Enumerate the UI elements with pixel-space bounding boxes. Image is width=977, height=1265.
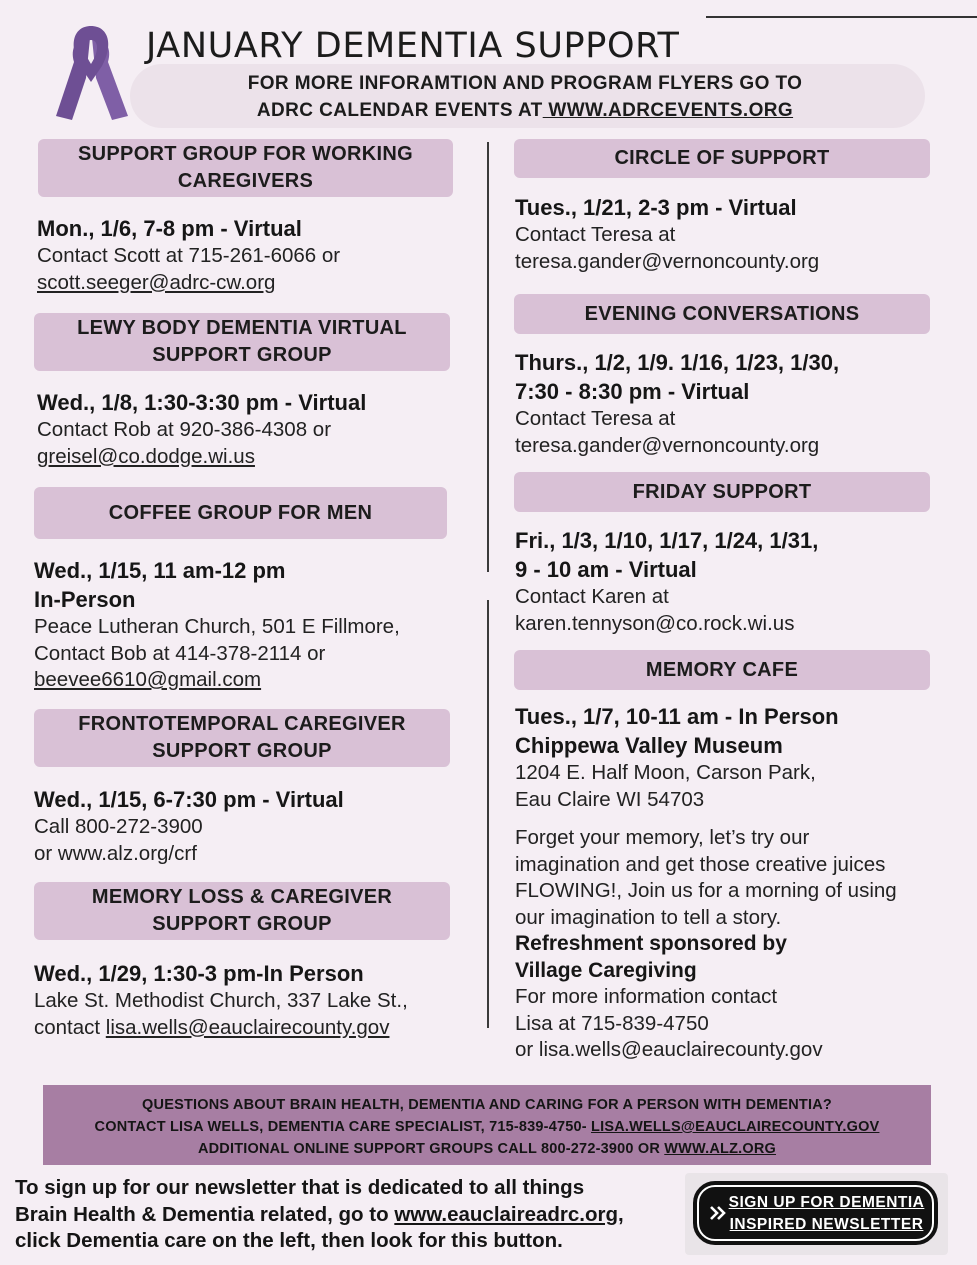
signup-line-2 bbox=[15, 1202, 695, 1229]
event-working-caregivers bbox=[37, 214, 340, 296]
footer-info-bar bbox=[43, 1085, 931, 1165]
section-title-line: FRONTOTEMPORAL CAREGIVER bbox=[78, 713, 406, 735]
section-header-circle-of-support bbox=[514, 139, 930, 178]
event-address: 1204 E. Half Moon, Carson Park, bbox=[515, 761, 816, 784]
event-email: teresa.gander@vernoncounty.org bbox=[515, 433, 820, 457]
event-memory-cafe bbox=[515, 702, 897, 1064]
event-contact: Call 800-272-3900 bbox=[34, 815, 203, 838]
footer-alz-link[interactable]: WWW.ALZ.ORG bbox=[664, 1141, 777, 1157]
contact-prefix: contact bbox=[34, 1015, 106, 1039]
event-when: Tues., 1/21, 2-3 pm - Virtual bbox=[515, 195, 797, 220]
event-when: Wed., 1/15, 6-7:30 pm - Virtual bbox=[34, 787, 344, 812]
subtitle-line-2 bbox=[135, 97, 915, 124]
event-contact: For more information contact bbox=[515, 985, 778, 1008]
section-header-lewy-body bbox=[34, 313, 450, 371]
footer-line-2 bbox=[43, 1116, 931, 1138]
event-coffee-group bbox=[34, 556, 400, 694]
section-header-coffee-group bbox=[34, 487, 447, 539]
section-title-line: MEMORY CAFE bbox=[645, 658, 799, 681]
event-sponsor-name: Village Caregiving bbox=[515, 958, 697, 982]
section-title-line: FRIDAY SUPPORT bbox=[632, 480, 812, 503]
event-sponsor: Refreshment sponsored by bbox=[515, 932, 787, 955]
subtitle-line-1: FOR MORE INFORAMTION AND PROGRAM FLYERS GO TO bbox=[247, 73, 803, 94]
event-when: Fri., 1/3, 1/10, 1/17, 1/24, 1/31, bbox=[515, 528, 819, 553]
double-chevron-right-icon bbox=[708, 1203, 728, 1223]
event-time: 7:30 - 8:30 pm - Virtual bbox=[515, 379, 750, 404]
section-title-line: SUPPORT GROUP bbox=[152, 344, 332, 366]
adrc-events-link[interactable]: WWW.ADRCEVENTS.ORG bbox=[542, 100, 794, 121]
event-friday-support bbox=[515, 526, 818, 637]
section-header-evening-conversations bbox=[514, 294, 930, 334]
signup-line-3: click Dementia care on the left, then look for this button. bbox=[15, 1229, 563, 1252]
event-website: or www.alz.org/crf bbox=[34, 841, 197, 865]
event-description-line: Forget your memory, let’s try our bbox=[515, 826, 810, 849]
event-circle-of-support bbox=[515, 193, 819, 275]
signup-line-2-suffix: , bbox=[618, 1202, 624, 1226]
event-email: karen.tennyson@co.rock.wi.us bbox=[515, 611, 795, 635]
event-time: 9 - 10 am - Virtual bbox=[515, 557, 697, 582]
footer-support-text: ADDITIONAL ONLINE SUPPORT GROUPS CALL 800-272-3900 OR bbox=[197, 1141, 665, 1157]
event-when: Wed., 1/8, 1:30-3:30 pm - Virtual bbox=[37, 390, 367, 415]
email-link-scott[interactable]: scott.seeger@adrc-cw.org bbox=[37, 270, 276, 294]
eauclaireadrc-link[interactable]: www.eauclaireadrc.org bbox=[394, 1202, 619, 1226]
event-format: In-Person bbox=[34, 587, 136, 612]
awareness-ribbon-icon bbox=[46, 20, 136, 124]
section-title-line: MEMORY LOSS & CAREGIVER bbox=[91, 886, 393, 908]
section-title-line: CIRCLE OF SUPPORT bbox=[614, 147, 830, 169]
event-when: Wed., 1/15, 11 am-12 pm bbox=[34, 558, 286, 583]
event-evening-conversations bbox=[515, 348, 839, 459]
event-contact: Contact Rob at 920-386-4308 or bbox=[37, 418, 332, 441]
event-phone: Lisa at 715-839-4750 bbox=[515, 1011, 709, 1035]
section-title-line: COFFEE GROUP FOR MEN bbox=[108, 501, 373, 524]
event-contact: Contact Teresa at bbox=[515, 223, 676, 246]
section-title-line: SUPPORT GROUP bbox=[152, 913, 332, 935]
section-title-line: SUPPORT GROUP FOR WORKING bbox=[78, 143, 413, 165]
event-when: Wed., 1/29, 1:30-3 pm-In Person bbox=[34, 961, 364, 986]
email-link-rob[interactable]: greisel@co.dodge.wi.us bbox=[37, 444, 255, 468]
section-header-friday-support bbox=[514, 472, 930, 512]
top-rule bbox=[706, 16, 977, 18]
event-contact: Contact Karen at bbox=[515, 585, 669, 608]
footer-line-3 bbox=[43, 1138, 931, 1160]
section-header-frontotemporal bbox=[34, 709, 450, 767]
event-description-line: FLOWING!, Join us for a morning of using bbox=[515, 879, 897, 902]
column-divider-top bbox=[487, 142, 489, 572]
event-contact: Contact Teresa at bbox=[515, 407, 676, 430]
signup-line-2-text: Brain Health & Dementia related, go to bbox=[15, 1202, 395, 1226]
event-lewy-body bbox=[37, 388, 366, 470]
event-venue: Chippewa Valley Museum bbox=[515, 733, 783, 758]
section-header-working-caregivers bbox=[38, 139, 453, 197]
column-divider-bottom bbox=[487, 600, 489, 1028]
signup-newsletter-button[interactable] bbox=[693, 1181, 938, 1245]
signup-button-label-2: INSPIRED NEWSLETTER bbox=[729, 1216, 924, 1233]
section-title-line: EVENING CONVERSATIONS bbox=[584, 302, 860, 325]
event-email: teresa.gander@vernoncounty.org bbox=[515, 249, 820, 273]
footer-contact-text: CONTACT LISA WELLS, DEMENTIA CARE SPECIALIST, 715-839-4750- bbox=[94, 1119, 592, 1135]
section-title-line: CAREGIVERS bbox=[177, 170, 314, 192]
event-contact bbox=[34, 1015, 408, 1042]
event-location: Lake St. Methodist Church, 337 Lake St., bbox=[34, 989, 408, 1012]
event-memory-loss bbox=[34, 959, 408, 1041]
event-when: Thurs., 1/2, 1/9. 1/16, 1/23, 1/30, bbox=[515, 350, 840, 375]
section-title-line: LEWY BODY DEMENTIA VIRTUAL bbox=[77, 317, 407, 339]
subtitle-line-2-text: ADRC CALENDAR EVENTS AT bbox=[256, 100, 543, 121]
page-title: JANUARY DEMENTIA SUPPORT bbox=[146, 26, 680, 66]
event-when: Tues., 1/7, 10-11 am - In Person bbox=[515, 704, 839, 729]
event-location: Peace Lutheran Church, 501 E Fillmore, bbox=[34, 615, 400, 638]
event-contact: Contact Scott at 715-261-6066 or bbox=[37, 244, 341, 267]
event-description-line: our imagination to tell a story. bbox=[515, 905, 782, 929]
newsletter-instructions bbox=[15, 1175, 695, 1255]
signup-button-label-1: SIGN UP FOR DEMENTIA bbox=[728, 1194, 925, 1211]
event-when: Mon., 1/6, 7-8 pm - Virtual bbox=[37, 216, 302, 241]
event-contact: Contact Bob at 414-378-2114 or bbox=[34, 641, 326, 665]
email-link-lisa[interactable]: lisa.wells@eauclairecounty.gov bbox=[105, 1015, 390, 1039]
section-header-memory-cafe bbox=[514, 650, 930, 690]
footer-line-1: QUESTIONS ABOUT BRAIN HEALTH, DEMENTIA AND CARING FOR A PERSON WITH DEMENTIA? bbox=[142, 1097, 832, 1113]
email-link-bob[interactable]: beevee6610@gmail.com bbox=[34, 668, 262, 691]
event-frontotemporal bbox=[34, 785, 344, 867]
footer-email-link[interactable]: LISA.WELLS@EAUCLAIRECOUNTY.GOV bbox=[591, 1119, 880, 1135]
signup-button-frame bbox=[685, 1173, 948, 1255]
header-subtitle bbox=[135, 70, 915, 124]
event-description-line: imagination and get those creative juices bbox=[515, 852, 886, 876]
section-header-memory-loss bbox=[34, 882, 450, 940]
event-email: or lisa.wells@eauclairecounty.gov bbox=[515, 1038, 823, 1061]
section-title-line: SUPPORT GROUP bbox=[152, 740, 332, 762]
signup-line-1: To sign up for our newsletter that is dedicated to all things bbox=[15, 1176, 585, 1199]
event-city: Eau Claire WI 54703 bbox=[515, 787, 705, 811]
